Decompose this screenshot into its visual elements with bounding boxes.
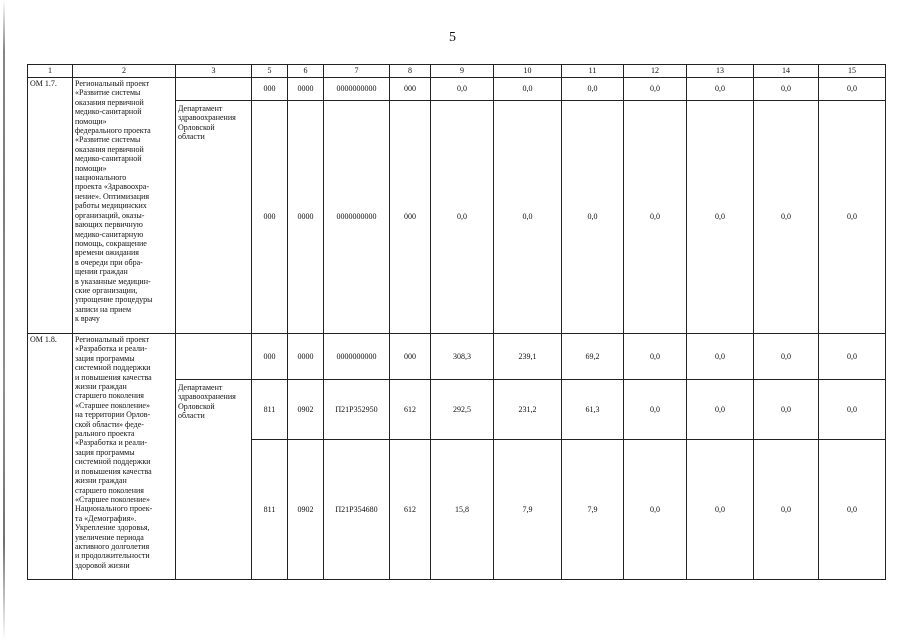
value-cell: 000: [252, 78, 288, 101]
value-cell: 0,0: [754, 78, 819, 101]
value-cell: 0,0: [687, 78, 754, 101]
value-cell: 15,8: [431, 440, 494, 580]
page-number: 5: [449, 30, 456, 45]
header-cell: 3: [176, 65, 252, 78]
value-cell: 0,0: [624, 440, 687, 580]
value-cell: 0,0: [624, 78, 687, 101]
value-cell: 0,0: [754, 380, 819, 440]
row-description: Региональный проект «Развитие системы оказания первичной медико-санитарной помощи» федерального проекта «Развитие системы оказания первичной медико-санитарной помощи» национального проекта «Здравоохра- нение». Оптимизация работы медицинских организаций, оказы- вающих первичную медико-санитарную помощь, сокращение времени ожидания в очереди при обра- щении граждан в указанные медицин- ские организации, упрощение процедуры записи на прием к врачу: [73, 78, 176, 334]
value-cell: 0902: [288, 440, 324, 580]
department-cell: Департамент здравоохранения Орловской области: [176, 101, 252, 334]
table-row: [28, 78, 886, 101]
value-cell: 0,0: [562, 78, 624, 101]
value-cell: 000: [252, 334, 288, 380]
value-cell: 0,0: [687, 440, 754, 580]
row-description: Региональный проект «Разработка и реали- зация программы системной поддержки и повышения качества жизни граждан старшего поколения «Старшее поколение» на территории Орлов- ской области» феде- рального проекта «Разработка и реали- зация программы системной поддержки и повышения качества жизни граждан старшего поколения «Старшее поколение» Национального проек- та «Демография». Укрепление здоровья, увеличение периода активного долголетия и продолжительности здоровой жизни: [73, 334, 176, 580]
row-id: ОМ 1.7.: [28, 78, 73, 334]
scan-edge-artifact: [3, 0, 5, 640]
value-cell: 0,0: [624, 380, 687, 440]
value-cell: 612: [390, 440, 431, 580]
header-cell: 7: [324, 65, 390, 78]
budget-table: [27, 64, 886, 580]
value-cell: 239,1: [494, 334, 562, 380]
value-cell: 0,0: [687, 334, 754, 380]
value-cell: 7,9: [494, 440, 562, 580]
header-cell: 9: [431, 65, 494, 78]
value-cell: 0,0: [431, 101, 494, 334]
value-cell: 0,0: [687, 380, 754, 440]
value-cell: 292,5: [431, 380, 494, 440]
value-cell: 811: [252, 380, 288, 440]
value-cell: 0,0: [819, 78, 886, 101]
header-cell: 1: [28, 65, 73, 78]
value-cell: 0,0: [754, 334, 819, 380]
table-row: [28, 334, 886, 380]
value-cell: 308,3: [431, 334, 494, 380]
header-cell: 14: [754, 65, 819, 78]
value-cell: П21Р352950: [324, 380, 390, 440]
value-cell: 0000: [288, 101, 324, 334]
value-cell: П21Р354680: [324, 440, 390, 580]
value-cell: 000: [252, 101, 288, 334]
value-cell: 0,0: [754, 440, 819, 580]
value-cell: 0,0: [819, 101, 886, 334]
value-cell: 231,2: [494, 380, 562, 440]
value-cell: 0,0: [624, 334, 687, 380]
value-cell: 0000: [288, 334, 324, 380]
value-cell: 0,0: [819, 440, 886, 580]
department-cell: [176, 78, 252, 101]
department-cell: [176, 334, 252, 380]
value-cell: 7,9: [562, 440, 624, 580]
value-cell: 0,0: [819, 334, 886, 380]
value-cell: 0,0: [494, 78, 562, 101]
value-cell: 0000: [288, 78, 324, 101]
header-cell: 2: [73, 65, 176, 78]
value-cell: 000: [390, 78, 431, 101]
header-cell: 15: [819, 65, 886, 78]
value-cell: 000: [390, 101, 431, 334]
department-cell: Департамент здравоохранения Орловской области: [176, 380, 252, 580]
value-cell: 0,0: [624, 101, 687, 334]
value-cell: 61,3: [562, 380, 624, 440]
header-cell: 5: [252, 65, 288, 78]
row-id: ОМ 1.8.: [28, 334, 73, 580]
value-cell: 0,0: [562, 101, 624, 334]
value-cell: 0,0: [687, 101, 754, 334]
header-cell: 11: [562, 65, 624, 78]
value-cell: 0000000000: [324, 334, 390, 380]
value-cell: 0902: [288, 380, 324, 440]
header-cell: 6: [288, 65, 324, 78]
header-cell: 8: [390, 65, 431, 78]
value-cell: 0000000000: [324, 101, 390, 334]
value-cell: 0,0: [431, 78, 494, 101]
value-cell: 0000000000: [324, 78, 390, 101]
value-cell: 811: [252, 440, 288, 580]
value-cell: 0,0: [494, 101, 562, 334]
header-cell: 12: [624, 65, 687, 78]
value-cell: 69,2: [562, 334, 624, 380]
value-cell: 000: [390, 334, 431, 380]
header-cell: 10: [494, 65, 562, 78]
header-cell: 13: [687, 65, 754, 78]
value-cell: 0,0: [754, 101, 819, 334]
value-cell: 0,0: [819, 380, 886, 440]
value-cell: 612: [390, 380, 431, 440]
header-row: [28, 65, 886, 78]
